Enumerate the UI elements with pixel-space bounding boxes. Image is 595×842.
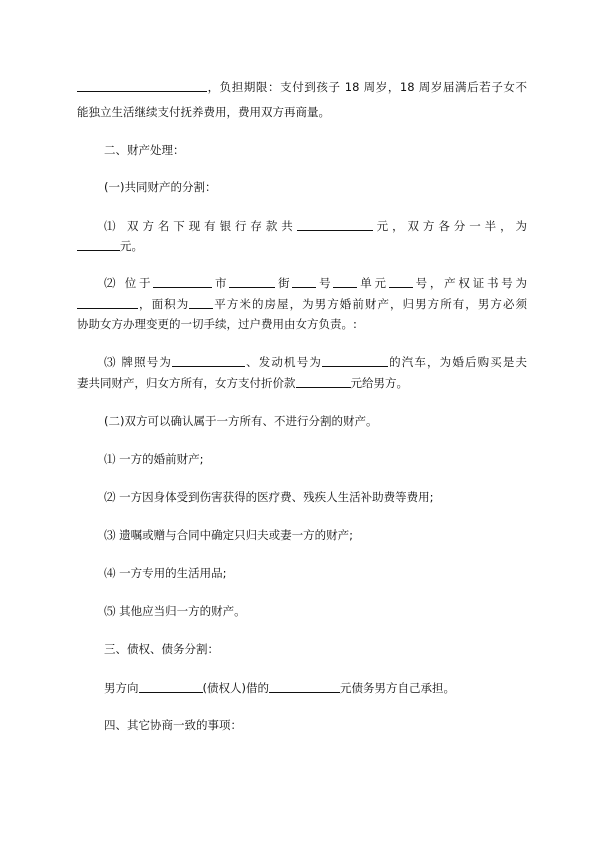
blank-line: [153, 275, 212, 288]
bank-deposit-line-1: [104, 218, 527, 233]
blank-line: [333, 275, 357, 288]
heading-other-matters: 四、其它协商一致的事项：: [104, 718, 242, 732]
house-text: 市: [212, 276, 230, 290]
house-text: 平方米的房屋，为男方婚前财产，归男方所有，男方必须: [213, 297, 527, 311]
house-text: ⑵ 位于: [104, 276, 154, 290]
car-line-2: [77, 375, 527, 390]
blank-line: [297, 218, 373, 231]
house-text: ，面积为: [138, 297, 190, 311]
heading-separate-property: (二)双方可以确认属于一方所有、不进行分割的财产。: [104, 414, 378, 428]
heading-debt: 三、债权、债务分割：: [104, 642, 219, 656]
car-text: 的汽车，为婚后购买是夫: [387, 355, 528, 369]
heading-property: 二、财产处理：: [104, 143, 185, 157]
car-text: 、发动机号为: [245, 355, 322, 369]
car-text: 元给男方。: [350, 376, 408, 390]
blank-line: [77, 238, 120, 251]
debt-line: [104, 680, 527, 695]
house-text: 单元: [357, 276, 389, 290]
blank-line: [139, 680, 203, 693]
debt-text: 元债务男方自己承担。: [339, 681, 455, 695]
blank-line: [172, 354, 245, 367]
blank-line: [77, 296, 138, 309]
blank-line: [296, 375, 351, 388]
bank-text: ⑴ 双方名下现有银行存款共: [104, 219, 297, 233]
blank-line: [229, 275, 275, 288]
blank-line: [322, 354, 388, 367]
blank-line: [292, 275, 316, 288]
bank-deposit-line-2: [77, 238, 527, 253]
debt-text: 男方向: [104, 681, 139, 695]
support-term-text: ，负担期限：支付到孩子 18 周岁，18 周岁届满后若子女不: [207, 80, 527, 94]
list-item: ⑷ 一方专用的生活用品;: [104, 566, 227, 580]
blank-line: [269, 680, 340, 693]
car-text: ⑶ 牌照号为: [104, 355, 172, 369]
blank-line: [77, 79, 207, 92]
list-item: ⑴ 一方的婚前财产;: [104, 452, 204, 466]
heading-common-property: (一)共同财产的分割：: [104, 180, 217, 194]
paragraph-support-line-1: [77, 79, 527, 94]
house-line-1: [104, 275, 527, 290]
bank-text: 元。: [120, 239, 143, 253]
bank-text: 元，双方各分一半，为: [372, 219, 527, 233]
list-item: ⑵ 一方因身体受到伤害获得的医疗费、残疾人生活补助费等费用;: [104, 490, 434, 504]
debt-text: (债权人)借的: [202, 681, 269, 695]
house-text: 号，产权证书号为: [412, 276, 528, 290]
house-text: 街: [275, 276, 293, 290]
blank-line: [189, 296, 213, 309]
list-item: ⑸ 其他应当归一方的财产。: [104, 604, 246, 618]
car-line-1: [104, 354, 527, 369]
house-text: 号: [316, 276, 334, 290]
house-line-3: 协助女方办理变更的一切手续，过户费用由女方负责。:: [77, 317, 357, 331]
paragraph-support-line-2: 能独立生活继续支付抚养费用，费用双方再商量。: [77, 105, 330, 119]
blank-line: [389, 275, 413, 288]
house-line-2: [77, 296, 527, 311]
list-item: ⑶ 遗嘱或赠与合同中确定只归夫或妻一方的财产;: [104, 528, 354, 542]
car-text: 妻共同财产，归女方所有，女方支付折价款: [77, 376, 296, 390]
